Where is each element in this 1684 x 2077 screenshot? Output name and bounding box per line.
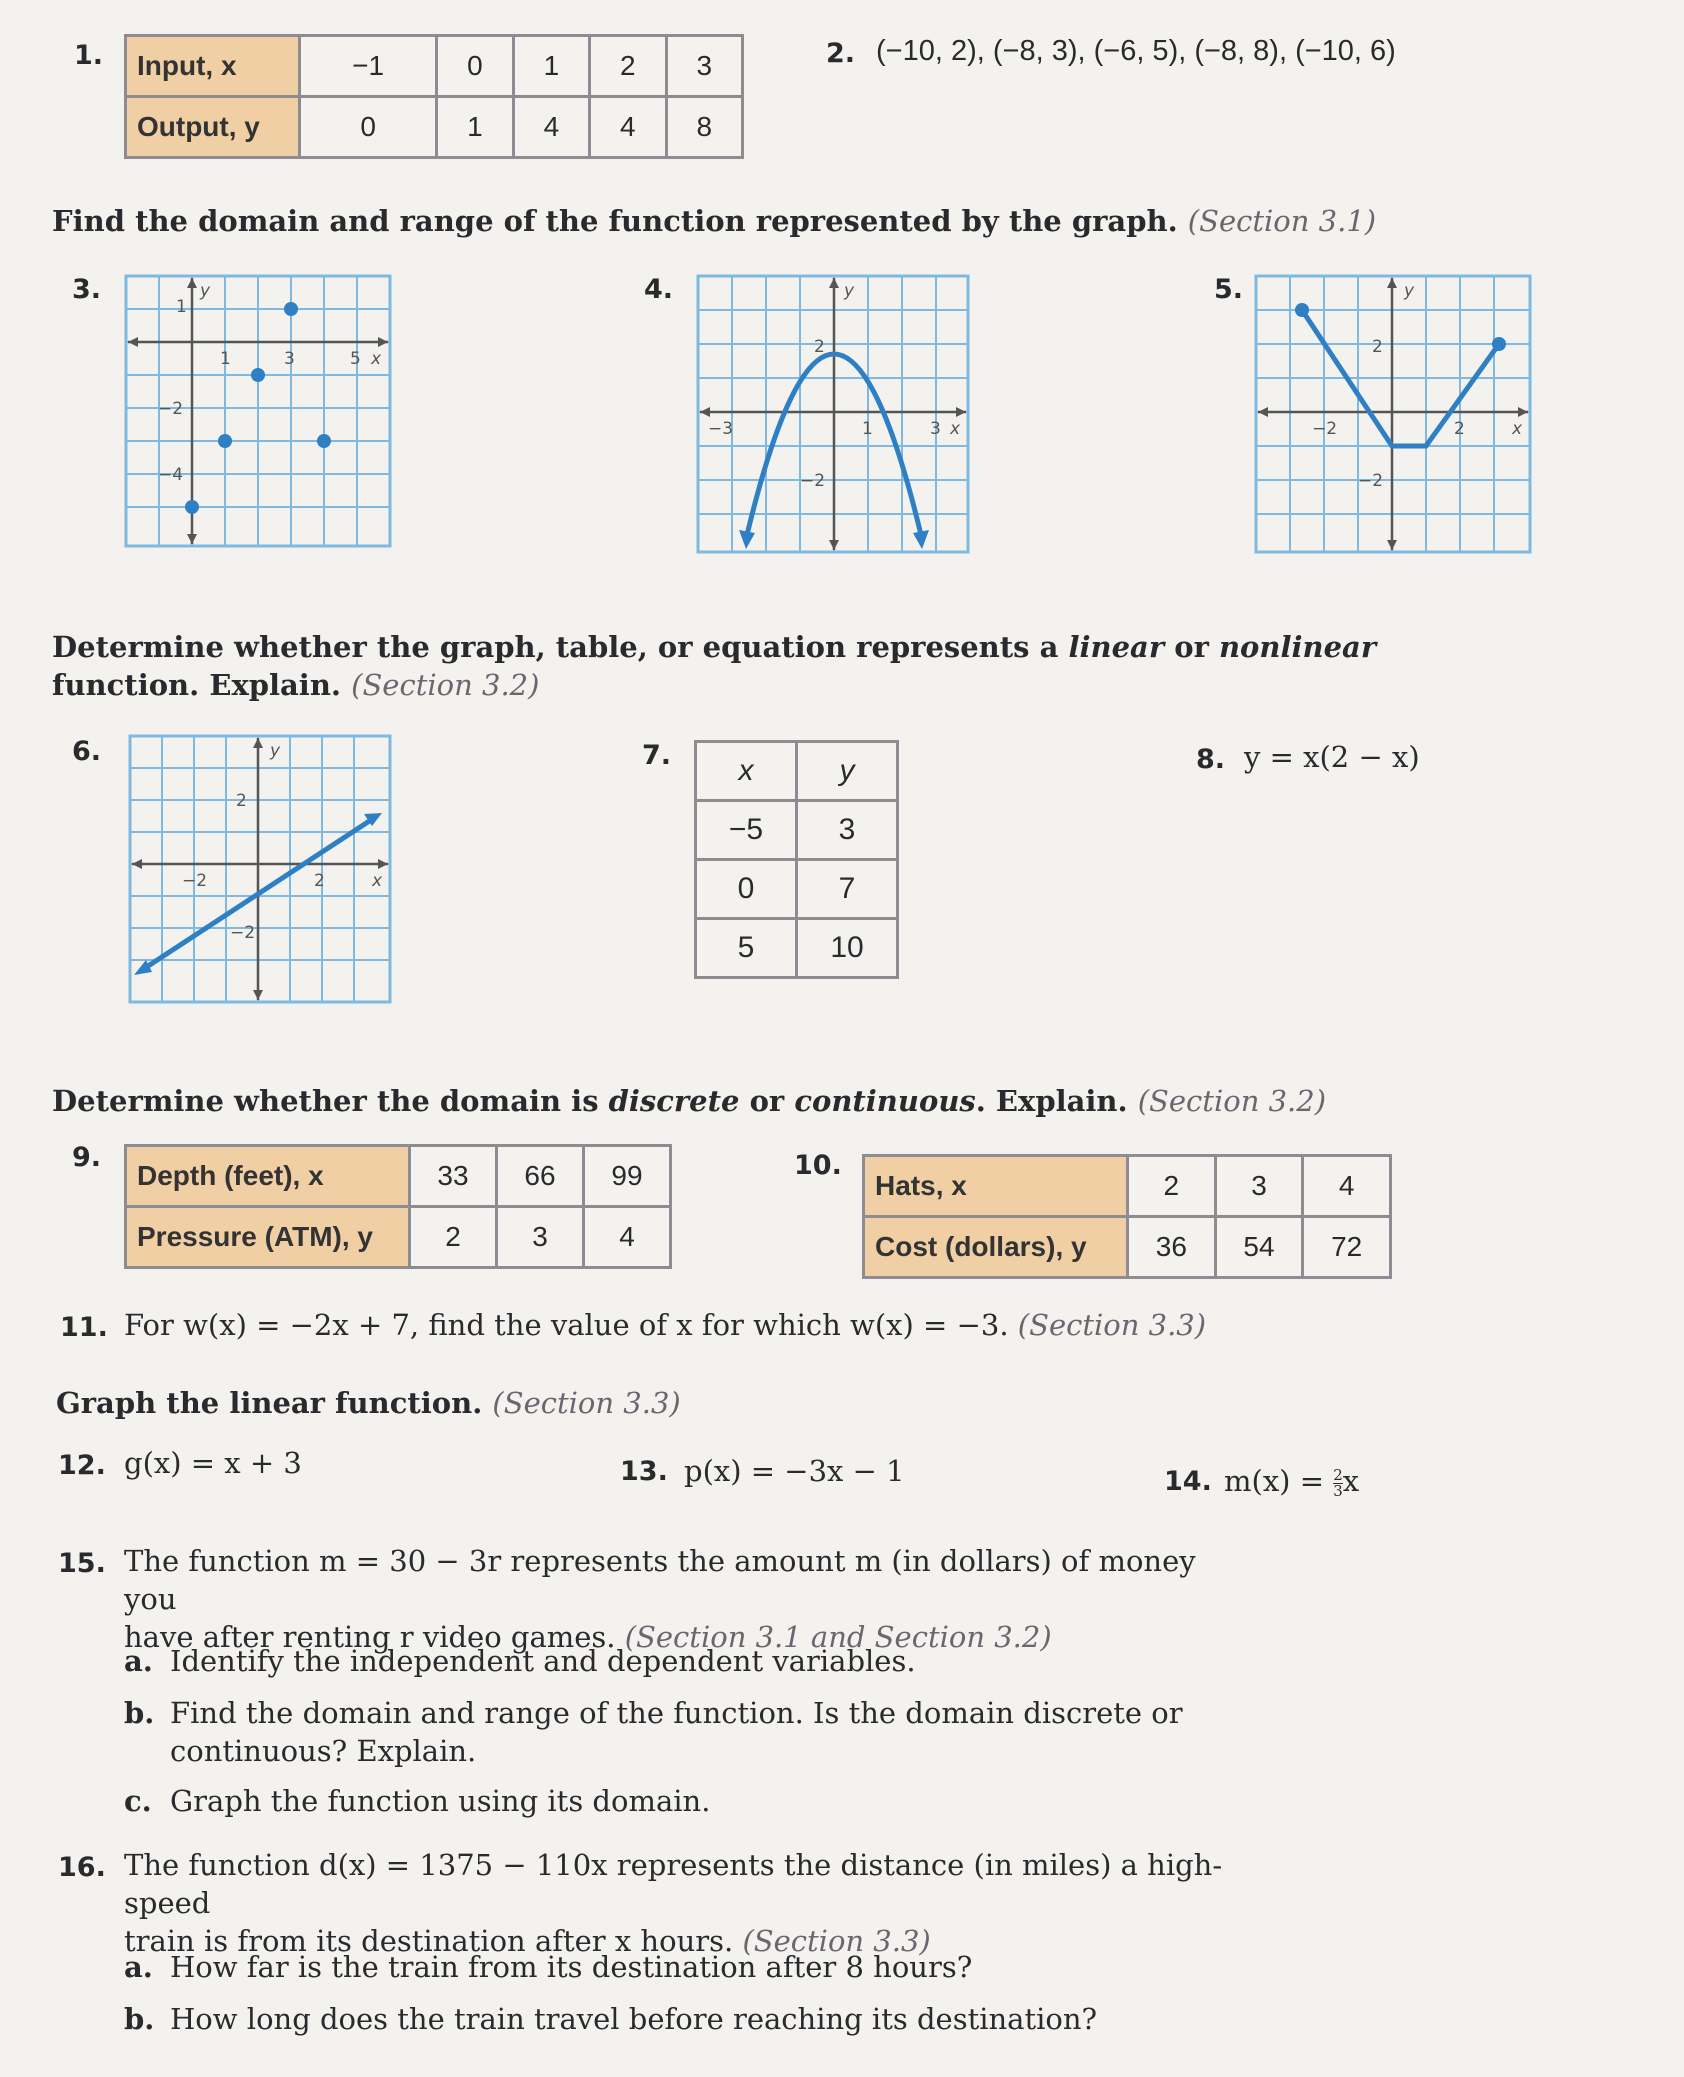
x-axis-label: x <box>950 419 961 439</box>
tick-label: 2 <box>814 337 825 357</box>
tick-label: 2 <box>236 791 247 811</box>
term-discrete: discrete <box>608 1084 740 1118</box>
problem-3-graph <box>124 274 392 548</box>
problem-text: The function m = 30 − 3r represents the amount m (in dollars) of money you <box>124 1544 1196 1616</box>
section-reference: (Section 3.1 and Section 3.2) <box>624 1620 1052 1654</box>
problem-12-number: 12. <box>58 1450 106 1481</box>
equation-lhs: m(x) = <box>1224 1464 1334 1498</box>
part-text: How long does the train travel before reaching its destination? <box>170 2002 1098 2036</box>
x-axis-label: x <box>1512 419 1523 439</box>
problem-2-points: (−10, 2), (−8, 3), (−6, 5), (−8, 8), (−10, 6) <box>876 35 1396 67</box>
problem-10-table <box>862 1154 1392 1279</box>
tick-label: −2 <box>1312 419 1338 439</box>
tick-label: −2 <box>800 471 826 491</box>
part-text: How far is the train from its destination after 8 hours? <box>170 1950 973 1984</box>
problem-6-graph <box>128 734 392 1004</box>
table-cell: 3 <box>497 1207 584 1268</box>
heading-text: Determine whether the graph, table, or equation represents a <box>52 630 1069 664</box>
part-text: Graph the function using its domain. <box>170 1784 711 1818</box>
table-cell: 0 <box>437 36 513 97</box>
table-cell: 4 <box>590 97 666 158</box>
heading-text: . Explain. <box>975 1084 1128 1118</box>
term-linear: linear <box>1068 630 1165 664</box>
problem-9-number: 9. <box>72 1142 102 1173</box>
problem-11-text <box>124 1306 1206 1344</box>
section-heading-graph <box>56 1386 681 1420</box>
problem-text: For w(x) = −2x + 7, find the value of x for which w(x) = −3. <box>124 1308 1009 1342</box>
problem-12-equation: g(x) = x + 3 <box>124 1446 302 1480</box>
y-axis-label: y <box>200 281 211 301</box>
problem-15a <box>124 1642 916 1680</box>
tick-label: −2 <box>1358 471 1384 491</box>
table-cell: −5 <box>696 801 797 860</box>
problem-15-number: 15. <box>58 1548 106 1579</box>
table-cell: 2 <box>590 36 666 97</box>
table-cell: 3 <box>797 801 898 860</box>
problem-5-graph <box>1254 274 1532 554</box>
tick-label: 1 <box>176 297 187 317</box>
problem-14-number: 14. <box>1164 1466 1212 1497</box>
x-axis-label: x <box>371 349 382 369</box>
problem-text: have after renting r video games. <box>124 1620 616 1654</box>
problem-7-table <box>694 740 899 979</box>
part-label: a. <box>124 1644 153 1678</box>
table-cell: 3 <box>1215 1156 1303 1217</box>
tick-label: 2 <box>1372 337 1383 357</box>
hats-label: Hats, x <box>864 1156 1128 1217</box>
problem-2-number: 2. <box>826 38 856 69</box>
table-cell: 1 <box>437 97 513 158</box>
table-cell: 1 <box>513 36 589 97</box>
problem-16a <box>124 1948 972 1986</box>
heading-text: Determine whether the domain is <box>52 1084 609 1118</box>
section-heading-domain-type <box>52 1084 1326 1118</box>
problem-11-number: 11. <box>60 1312 108 1343</box>
problem-15c <box>124 1782 710 1820</box>
y-axis-label: y <box>270 741 281 761</box>
section-reference: (Section 3.2) <box>1137 1084 1327 1118</box>
tick-label: −2 <box>230 923 256 943</box>
table-cell: 2 <box>410 1207 497 1268</box>
x-axis-label: x <box>372 871 383 891</box>
heading-line-1 <box>52 628 1376 666</box>
problem-1-number: 1. <box>74 40 104 71</box>
table-cell: 36 <box>1128 1217 1216 1278</box>
column-header-y: y <box>797 742 898 801</box>
output-label: Output, y <box>126 97 300 158</box>
problem-4-number: 4. <box>644 274 674 305</box>
problem-8-number: 8. <box>1196 744 1226 775</box>
y-axis-label: y <box>844 281 855 301</box>
problem-7-number: 7. <box>642 740 672 771</box>
heading-text: Find the domain and range of the function represented by the graph. <box>52 204 1178 238</box>
problem-15-text <box>124 1542 1224 1656</box>
table-cell: 72 <box>1303 1217 1391 1278</box>
heading-text: Graph the linear function. <box>56 1386 483 1420</box>
problem-8-equation: y = x(2 − x) <box>1244 740 1420 774</box>
problem-text: The function d(x) = 1375 − 110x represents the distance (in miles) a high-speed <box>124 1848 1223 1920</box>
problem-text: train is from its destination after x hours. <box>124 1924 734 1958</box>
table-cell: 4 <box>513 97 589 158</box>
depth-label: Depth (feet), x <box>126 1146 410 1207</box>
problem-16-number: 16. <box>58 1852 106 1883</box>
tick-label: −4 <box>158 465 184 485</box>
problem-14-equation <box>1224 1462 1359 1500</box>
table-cell: 10 <box>797 919 898 978</box>
section-reference: (Section 3.3) <box>742 1924 931 1958</box>
table-cell: 0 <box>300 97 437 158</box>
input-label: Input, x <box>126 36 300 97</box>
part-label: b. <box>124 1696 155 1730</box>
heading-text: function. Explain. <box>52 668 342 702</box>
table-cell: 0 <box>696 860 797 919</box>
fraction-denominator: 3 <box>1333 1481 1343 1500</box>
problem-10-number: 10. <box>794 1150 842 1181</box>
section-heading-linear <box>52 628 1376 704</box>
problem-1-table <box>124 34 744 159</box>
fraction-numerator: 2 <box>1333 1465 1343 1484</box>
part-text: Identify the independent and dependent variables. <box>170 1644 916 1678</box>
heading-text: or <box>739 1084 795 1118</box>
table-cell: 3 <box>666 36 742 97</box>
tick-label: −2 <box>158 399 184 419</box>
problem-15b <box>124 1694 1183 1770</box>
problem-13-number: 13. <box>620 1456 668 1487</box>
tick-label: −2 <box>182 871 208 891</box>
table-cell: −1 <box>300 36 437 97</box>
section-reference: (Section 3.3) <box>492 1386 681 1420</box>
part-label: c. <box>124 1784 152 1818</box>
term-nonlinear: nonlinear <box>1218 630 1377 664</box>
part-label: a. <box>124 1950 153 1984</box>
table-cell: 99 <box>584 1146 671 1207</box>
problem-16-text <box>124 1846 1274 1960</box>
tick-label: −3 <box>708 419 734 439</box>
part-label: b. <box>124 2002 155 2036</box>
part-text: Find the domain and range of the function. Is the domain discrete or <box>170 1696 1183 1730</box>
problem-9-table <box>124 1144 672 1269</box>
table-cell: 4 <box>1303 1156 1391 1217</box>
problem-13-equation: p(x) = −3x − 1 <box>684 1454 905 1488</box>
section-reference: (Section 3.1) <box>1187 204 1377 238</box>
section-heading-domain-range <box>52 204 1376 238</box>
table-cell: 66 <box>497 1146 584 1207</box>
table-cell: 5 <box>696 919 797 978</box>
table-cell: 8 <box>666 97 742 158</box>
problem-3-number: 3. <box>72 274 102 305</box>
fraction <box>1333 1465 1343 1500</box>
heading-text: or <box>1164 630 1219 664</box>
section-reference: (Section 3.3) <box>1017 1308 1207 1342</box>
table-cell: 54 <box>1215 1217 1303 1278</box>
tick-label: 2 <box>1454 419 1465 439</box>
problem-5-number: 5. <box>1214 274 1244 305</box>
part-text: continuous? Explain. <box>170 1734 477 1768</box>
tick-label: 2 <box>314 871 325 891</box>
tick-label: 3 <box>284 349 295 369</box>
heading-line-2 <box>52 666 1376 704</box>
tick-label: 5 <box>350 349 361 369</box>
term-continuous: continuous <box>794 1084 976 1118</box>
table-cell: 33 <box>410 1146 497 1207</box>
problem-4-graph <box>696 274 970 554</box>
problem-16b <box>124 2000 1097 2038</box>
section-reference: (Section 3.2) <box>351 668 540 702</box>
tick-label: 1 <box>220 349 231 369</box>
tick-label: 3 <box>930 419 941 439</box>
table-cell: 4 <box>584 1207 671 1268</box>
table-cell: 2 <box>1128 1156 1216 1217</box>
y-axis-label: y <box>1404 281 1415 301</box>
tick-label: 1 <box>862 419 873 439</box>
cost-label: Cost (dollars), y <box>864 1217 1128 1278</box>
problem-6-number: 6. <box>72 736 102 767</box>
table-cell: 7 <box>797 860 898 919</box>
equation-variable: x <box>1342 1464 1360 1498</box>
column-header-x: x <box>696 742 797 801</box>
pressure-label: Pressure (ATM), y <box>126 1207 410 1268</box>
